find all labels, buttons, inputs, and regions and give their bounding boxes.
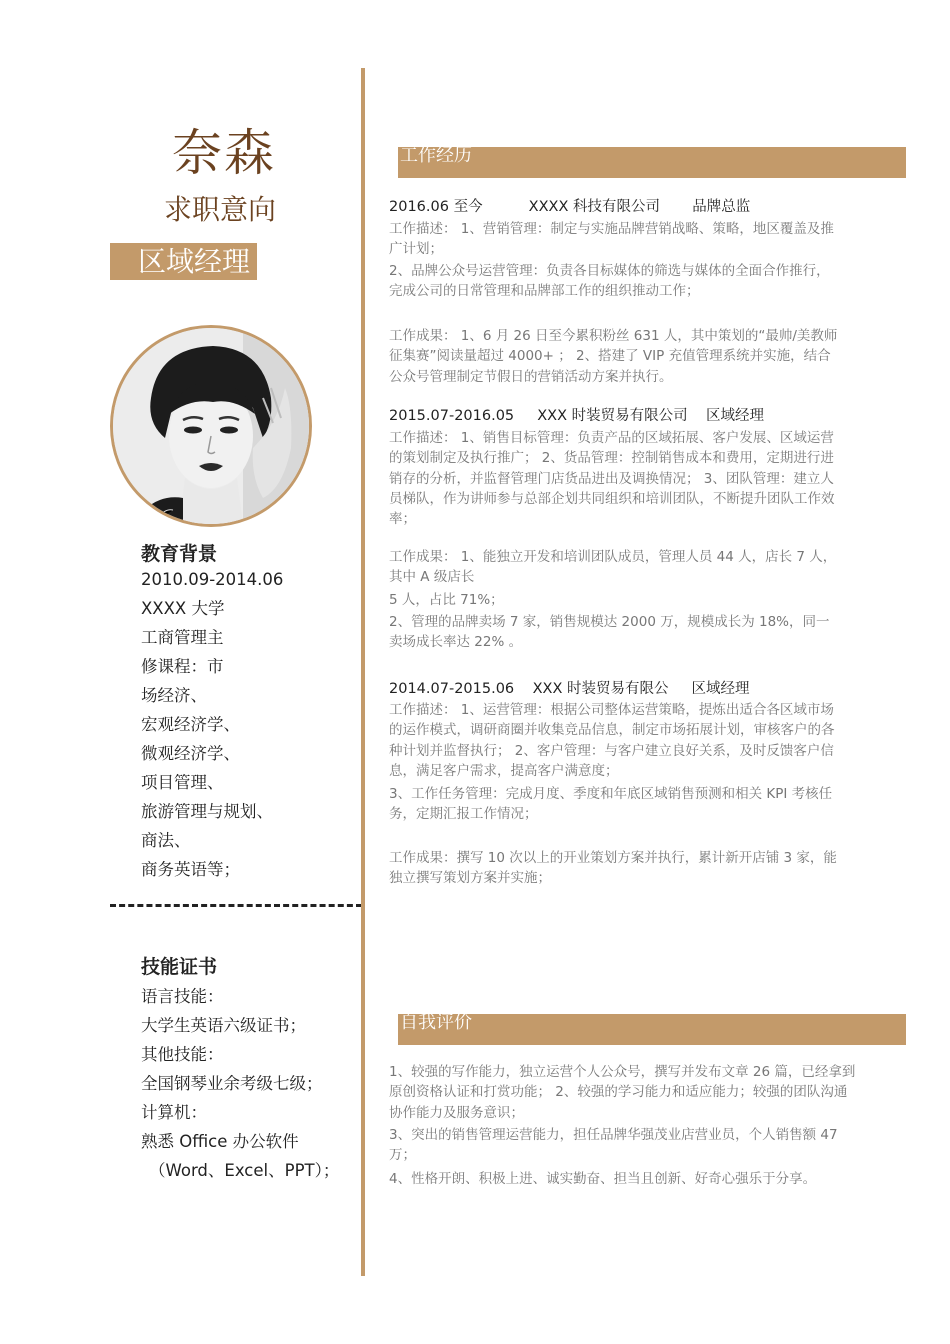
self-eval-paragraph: 1、较强的写作能力，独立运营个人公众号，撰写并发布文章 26 篇，已经拿到原创资格认证和打赏功能； 2、较强的学习能力和适应能力；较强的团队沟通协作能力及服务意识； <box>389 1064 856 1121</box>
skill-line: 全国钢琴业余考级七级； <box>141 1074 323 1093</box>
work-section-title: 工作经历 <box>400 145 472 166</box>
job-header: 2015.07-2016.05 XXX 时装贸易有限公司 区域经理 <box>389 408 765 424</box>
self-eval-paragraph: 3、突出的销售管理运营能力，担任品牌华强茂业店营业员，个人销售额 47 万； <box>389 1127 838 1164</box>
education-line: 项目管理、 <box>141 773 224 792</box>
job-description: 2、品牌公众号运营管理：负责各目标媒体的筛选与媒体的全面合作推行，完成公司的日常管理和品牌部工作的组织推动工作； <box>389 263 830 300</box>
education-line: 微观经济学、 <box>141 744 240 763</box>
job-result: 工作成果： 1、6 月 26 日至今累积粉丝 631 人，其中策划的“最帅/美教师征集赛”阅读量超过 4000+ ； 2、搭建了 VIP 充值管理系统并实施，结合公众号管理制定节假日的营销活动方案并执行。 <box>389 328 838 385</box>
skill-line: 大学生英语六级证书； <box>141 1016 306 1035</box>
skill-line: 熟悉 Office 办公软件 <box>141 1132 299 1151</box>
self-eval-section-title: 自我评价 <box>400 1012 472 1033</box>
job-description: 工作描述： 1、营销管理：制定与实施品牌营销战略、策略，地区覆盖及推广计划； <box>389 221 834 258</box>
education-line: 商法、 <box>141 831 191 850</box>
target-position: 区域经理 <box>138 245 251 278</box>
education-line: 宏观经济学、 <box>141 715 240 734</box>
portrait-image <box>113 328 309 524</box>
education-title: 教育背景 <box>141 543 218 565</box>
education-list <box>141 565 283 884</box>
work-section-bar <box>398 147 906 178</box>
job-result: 2、管理的品牌卖场 7 家，销售规模达 2000 万，规模成长为 18%，同一卖场成长率达 22% 。 <box>389 614 830 651</box>
job-result: 工作成果： 1、能独立开发和培训团队成员，管理人员 44 人，店长 7 人，其中 A 级店长 <box>389 549 837 586</box>
job-result: 工作成果：撰写 10 次以上的开业策划方案并执行，累计新开店铺 3 家，能独立撰写策划方案并实施； <box>389 850 837 887</box>
education-line: XXXX 大学 <box>141 599 225 618</box>
education-line: 场经济、 <box>141 686 207 705</box>
self-eval-paragraph: 4、性格开朗、积极上进、诚实勤奋、担当且创新、好奇心强乐于分享。 <box>389 1171 817 1187</box>
skill-line: （Word、Excel、PPT）； <box>149 1161 340 1180</box>
section-divider <box>110 904 362 907</box>
candidate-name: 奈森 <box>172 124 276 182</box>
job-header: 2016.06 至今 XXXX 科技有限公司 品牌总监 <box>389 199 751 215</box>
skills-list <box>141 982 339 1185</box>
skill-line: 其他技能： <box>141 1045 224 1064</box>
education-line: 商务英语等； <box>141 860 240 879</box>
self-eval-section-bar <box>398 1014 906 1045</box>
education-line: 修课程：市 <box>141 657 224 676</box>
education-line: 工商管理主 <box>141 628 224 647</box>
education-line: 2010.09-2014.06 <box>141 570 284 589</box>
job-result: 5 人，占比 71%； <box>389 592 504 608</box>
job-intent-label: 求职意向 <box>164 193 277 226</box>
education-line: 旅游管理与规划、 <box>141 802 273 821</box>
skills-title: 技能证书 <box>141 956 218 978</box>
profile-photo <box>110 325 312 527</box>
skill-line: 计算机： <box>141 1103 207 1122</box>
job-description: 工作描述： 1、运营管理：根据公司整体运营策略，提炼出适合各区域市场的运作模式，调研商圈并收集竞品信息，制定市场拓展计划，审核客户的各种计划并监督执行； 2、客户管理：与客户建立良好关系，及时反馈客户信息，满足客户需求，提高客户满意度； <box>389 702 835 779</box>
job-description: 工作描述： 1、销售目标管理：负责产品的区域拓展、客户发展、区域运营的策划制定及执行推广； 2、货品管理：控制销售成本和费用，定期进行进销存的分析，并监督管理门店货品进出及调换情况； 3、团队管理：建立人员梯队，作为讲师参与总部企划共同组织和培训团队，不断提升团队工作效率； <box>389 430 835 528</box>
job-header: 2014.07-2015.06 XXX 时装贸易有限公 区域经理 <box>389 681 750 697</box>
skill-line: 语言技能： <box>141 987 224 1006</box>
column-divider <box>361 68 365 1276</box>
job-description: 3、工作任务管理：完成月度、季度和年底区域销售预测和相关 KPI 考核任务，定期汇报工作情况； <box>389 786 833 823</box>
